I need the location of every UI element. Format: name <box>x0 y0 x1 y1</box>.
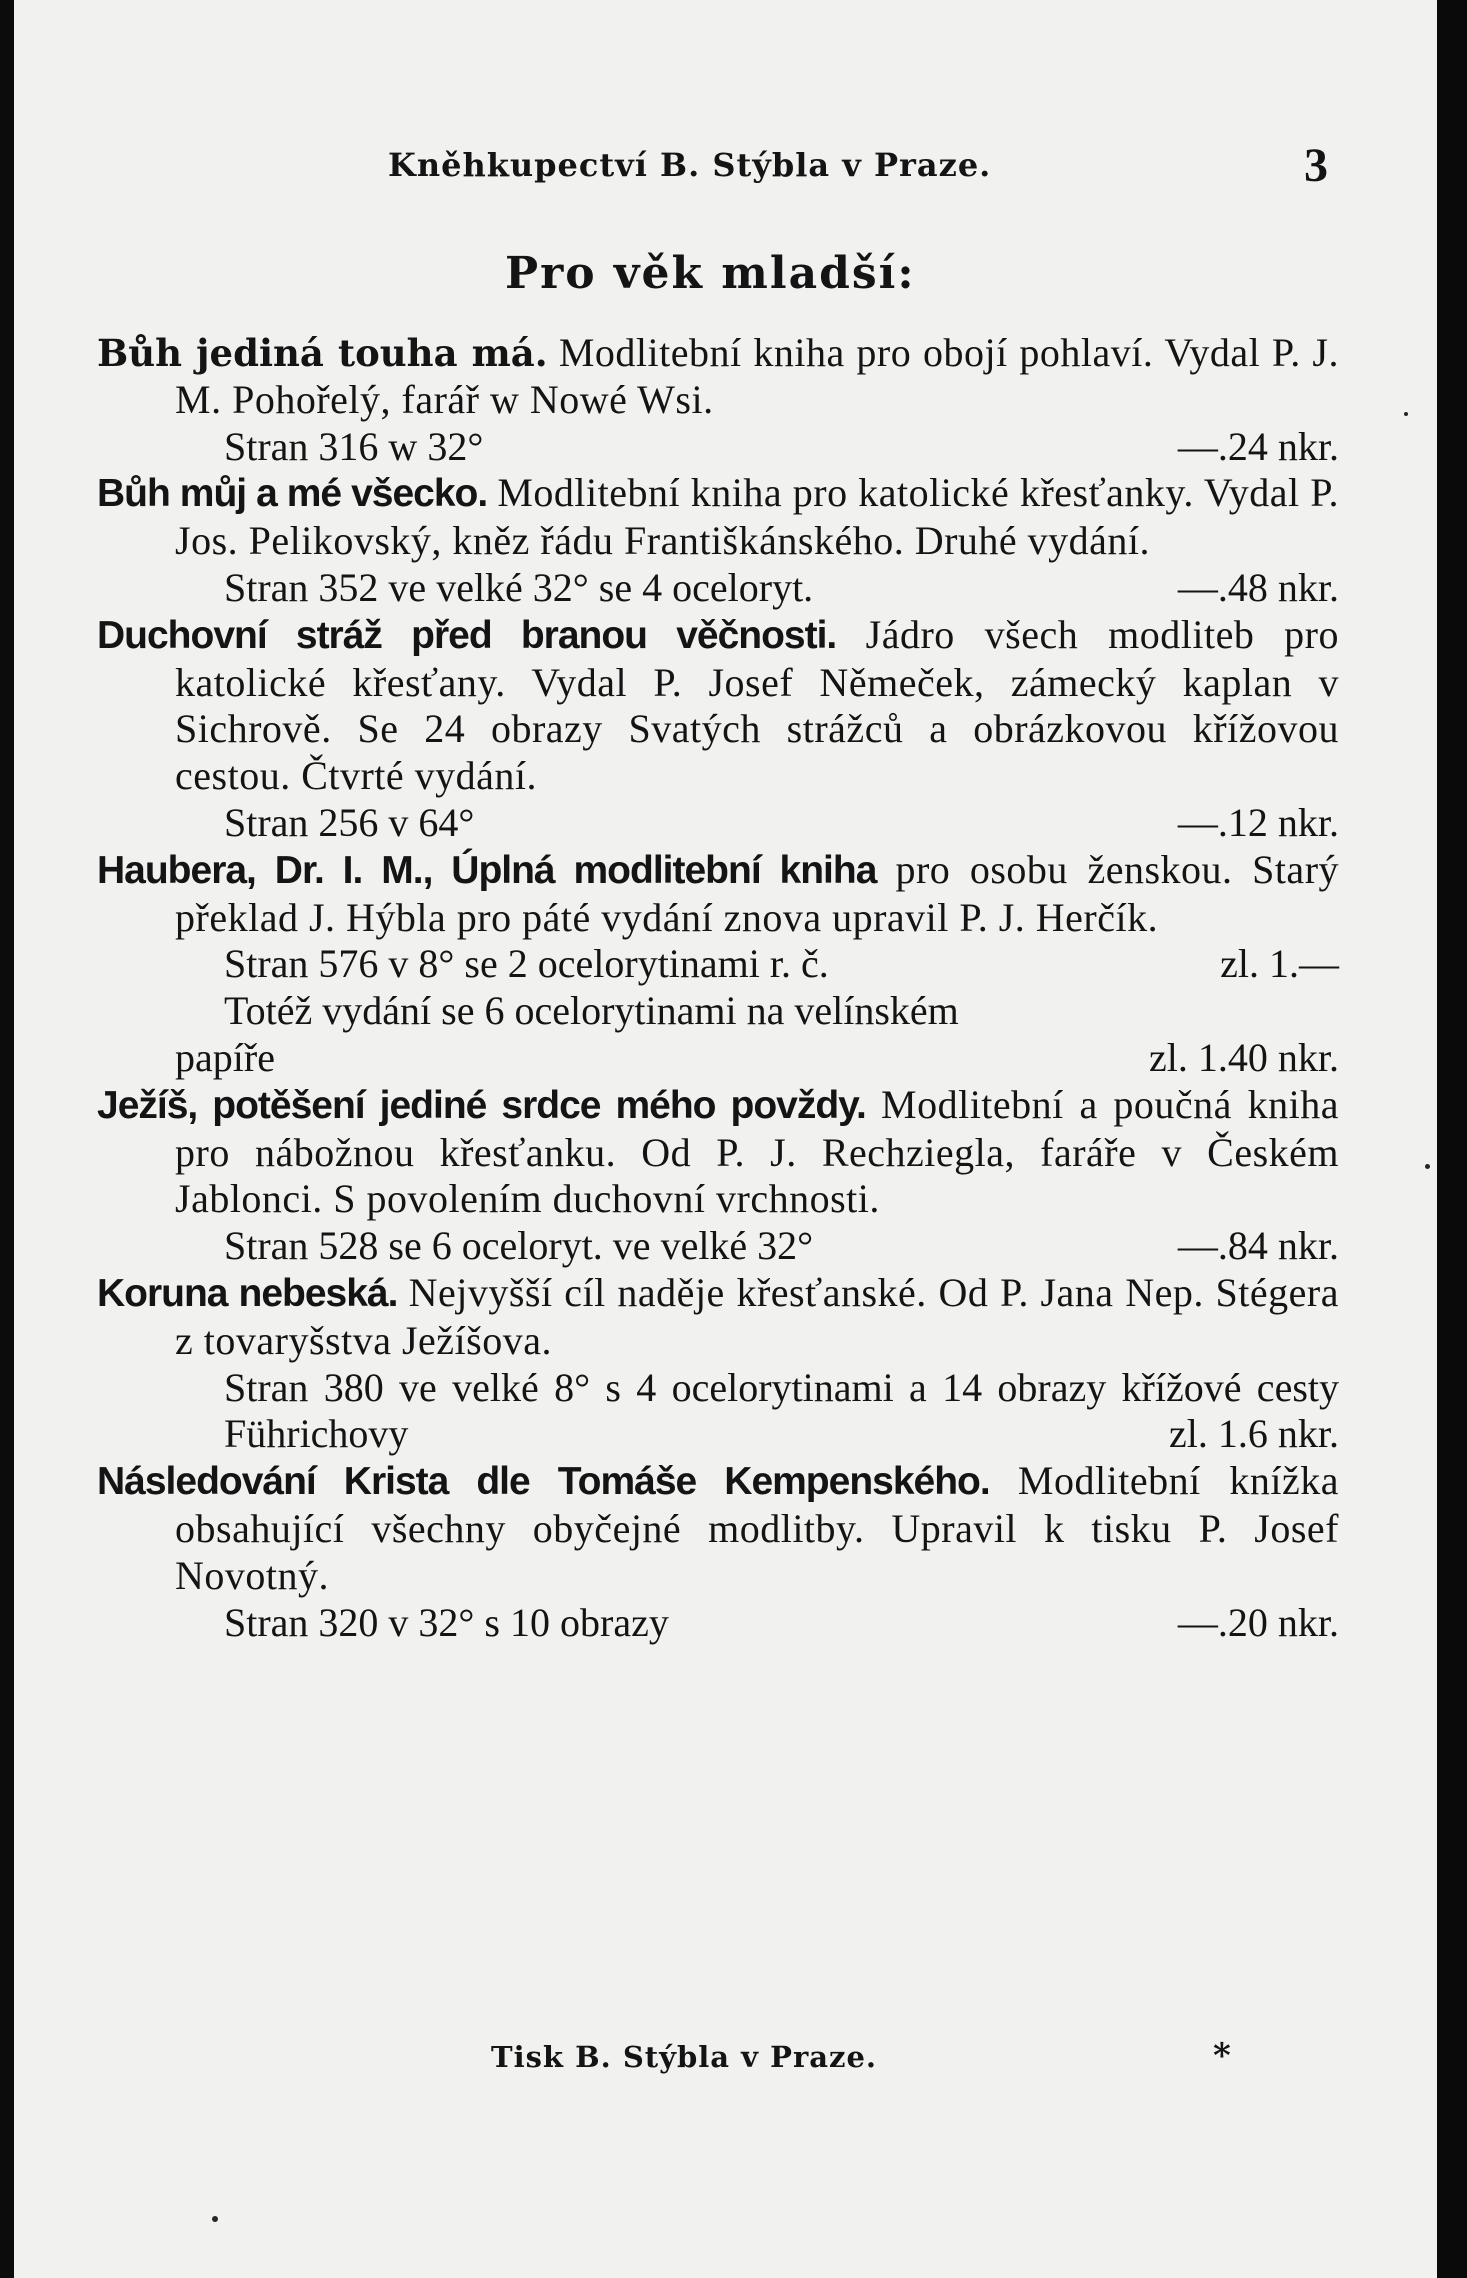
catalog-entry <box>97 1082 1339 1270</box>
entry-price: —.84 nkr. <box>1177 1223 1339 1269</box>
entry-title: Bůh jediná touha má. <box>97 331 548 375</box>
catalog-entry <box>97 330 1339 470</box>
entry-description: pro osobu ženskou. Starý překlad J. Hýbla pro páté vydání znova upravil P. J. Herčík. <box>175 846 1340 940</box>
printer-imprint: Tisk B. Stýbla v Praze. <box>491 2040 878 2074</box>
entry-title: Haubera, Dr. I. M., Úplná modlitební kniha <box>97 848 877 892</box>
ink-speck <box>1404 412 1408 416</box>
entry-pages: Stran 528 se 6 oceloryt. ve velké 32° <box>224 1223 814 1269</box>
entry-title: Bůh můj a mé všecko. <box>97 472 488 516</box>
entry-variant-note: Totéž vydání se 6 ocelorytinami na velínském <box>224 988 959 1034</box>
entry-price: —.24 nkr. <box>1177 423 1339 469</box>
entry-variant-pages: papíře <box>175 1034 275 1080</box>
entry-price: zl. 1.— <box>1220 941 1339 987</box>
catalog-entry <box>97 1270 1339 1458</box>
entry-pages: Stran 380 ve velké 8° s 4 ocelorytinami a 14 obrazy křížové cesty Führichovy <box>224 1364 1339 1457</box>
entry-pages: Stran 320 v 32° s 10 obrazy <box>224 1599 669 1645</box>
entry-pages: Stran 316 w 32° <box>224 423 484 469</box>
entry-description: Modlitební a poučná kniha pro nábožnou křesťanku. Od P. J. Rechziegla, faráře v Českém Jablonci. S povolením duchovní vrchnosti. <box>175 1081 1339 1222</box>
section-title: Pro věk mladší: <box>505 248 916 299</box>
entry-title: Následování Krista dle Tomáše Kempenského. <box>97 1460 990 1504</box>
entry-description: Jádro všech modliteb pro katolické křesťany. Vydal P. Josef Němeček, zámecký kaplan v Sichrově. Se 24 obrazy Svatých strážců a obrázkovou křížovou cestou. Čtvrté vydání. <box>175 611 1340 799</box>
entry-pages: Stran 256 v 64° <box>224 799 475 845</box>
entry-title: Ježíš, potěšení jediné srdce mého povždy. <box>97 1083 866 1127</box>
entry-description: Modlitební kniha pro katolické křesťanky. Vydal P. Jos. Pelikovský, kněz řádu Františkánského. Druhé vydání. <box>175 470 1340 564</box>
catalog-entry <box>97 612 1339 847</box>
entry-variant-price: zl. 1.40 nkr. <box>1149 1034 1339 1080</box>
ink-speck <box>1425 1164 1430 1169</box>
entry-description: Nejvyšší cíl naděje křesťanské. Od P. Jana Nep. Stégera z tovaryšstva Ježíšova. <box>175 1269 1339 1363</box>
catalog-list <box>97 330 1339 1646</box>
entry-price: —.20 nkr. <box>1177 1599 1339 1645</box>
running-header: Kněhkupectví B. Stýbla v Praze. <box>388 146 992 184</box>
ink-speck <box>212 2216 218 2222</box>
entry-pages: Stran 352 ve velké 32° se 4 oceloryt. <box>224 564 814 610</box>
catalog-entry <box>97 847 1339 1082</box>
entry-title: Koruna nebeská. <box>97 1271 398 1315</box>
entry-price: —.12 nkr. <box>1177 799 1339 845</box>
signature-mark: * <box>1213 2036 1231 2076</box>
entry-price: —.48 nkr. <box>1177 564 1339 610</box>
entry-title: Duchovní stráž před branou věčnosti. <box>97 613 837 657</box>
entry-pages: Stran 576 v 8° se 2 ocelorytinami r. č. <box>224 941 829 987</box>
entry-price: zl. 1.6 nkr. <box>1169 1411 1339 1457</box>
page-number: 3 <box>1304 139 1328 192</box>
scan-border <box>1437 0 1467 2278</box>
entry-description: Modlitební knížka obsahující všechny obyčejné modlitby. Upravil k tisku P. Josef Novotný. <box>175 1458 1339 1598</box>
catalog-entry <box>97 470 1339 611</box>
entry-description: Modlitební kniha pro obojí pohlaví. Vydal P. J. M. Pohořelý, farář w Nowé Wsi. <box>175 330 1339 422</box>
catalog-entry <box>97 1458 1339 1646</box>
